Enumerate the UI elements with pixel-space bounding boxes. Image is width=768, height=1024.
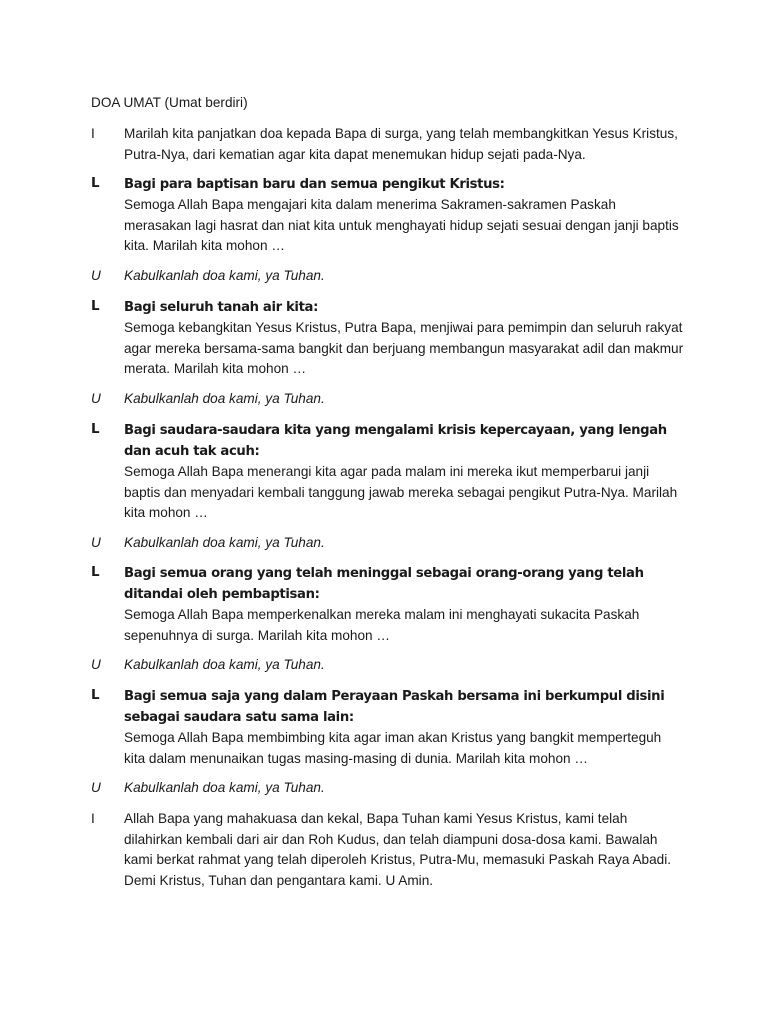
petition-text: Semoga Allah Bapa memperkenalkan mereka malam ini menghayati sukacita Paskah sepenuhnya di surga. Marilah kita mohon … [124, 607, 640, 643]
petition-heading: Bagi para baptisan baru dan semua pengikut Kristus: [124, 177, 505, 192]
entry-marker: I [91, 811, 95, 826]
petition-heading: Bagi semua orang yang telah meninggal sebagai orang-orang yang telah ditandai oleh pembaptisan: [124, 566, 644, 602]
response-text: Kabulkanlah doa kami, ya Tuhan. [124, 391, 325, 406]
petition-text: Semoga Allah Bapa membimbing kita agar iman akan Kristus yang bangkit memperteguh kita dalam menunaikan tugas masing-masing di dunia. Marilah kita mohon … [124, 730, 662, 766]
entry-marker: L [91, 565, 100, 580]
entry-marker: I [91, 126, 95, 141]
entry-marker: U [91, 657, 101, 672]
petition-text: Semoga Allah Bapa mengajari kita dalam menerima Sakramen-sakramen Paskah merasakan lagi hasrat dan niat kita untuk menghayati hidup sejati sesuai dengan janji baptis kita. Marilah kita mohon … [124, 197, 679, 253]
entry-marker: U [91, 268, 101, 283]
petition-text: Semoga kebangkitan Yesus Kristus, Putra Bapa, menjiwai para pemimpin dan seluruh rakyat agar mereka bersama-sama bangkit dan berjuang membangun masyarakat adil dan makmur merata. Marilah kita mohon … [124, 320, 684, 376]
entry-marker: L [91, 299, 100, 314]
entry-marker: U [91, 391, 101, 406]
entry-marker: U [91, 535, 101, 550]
entry-marker: L [91, 688, 100, 703]
petition-heading: Bagi semua saja yang dalam Perayaan Paskah bersama ini berkumpul disini sebagai saudara satu sama lain: [124, 689, 665, 725]
entry-marker: U [91, 780, 101, 795]
response-text: Kabulkanlah doa kami, ya Tuhan. [124, 535, 325, 550]
document-title: DOA UMAT (Umat berdiri) [91, 95, 248, 110]
response-text: Kabulkanlah doa kami, ya Tuhan. [124, 780, 325, 795]
response-text: Kabulkanlah doa kami, ya Tuhan. [124, 657, 325, 672]
entry-text: Marilah kita panjatkan doa kepada Bapa di surga, yang telah membangkitkan Yesus Kristus, Putra-Nya, dari kematian agar kita dapat menemukan hidup sejati pada-Nya. [124, 126, 678, 162]
petition-heading: Bagi saudara-saudara kita yang mengalami krisis kepercayaan, yang lengah dan acuh tak acuh: [124, 423, 667, 459]
entry-marker: L [91, 422, 100, 437]
petition-text: Semoga Allah Bapa menerangi kita agar pada malam ini mereka ikut memperbarui janji baptis dan menyadari kembali tanggung jawab mereka sebagai pengikut Putra-Nya. Marilah kita mohon … [124, 464, 678, 520]
response-text: Kabulkanlah doa kami, ya Tuhan. [124, 268, 325, 283]
petition-heading: Bagi seluruh tanah air kita: [124, 300, 319, 315]
entry-text: Allah Bapa yang mahakuasa dan kekal, Bapa Tuhan kami Yesus Kristus, kami telah dilahirkan kembali dari air dan Roh Kudus, dan telah diampuni dosa-dosa kami. Bawalah kami berkat rahmat yang telah diperoleh Kristus, Putra-Mu, memasuki Paskah Raya Abadi. Demi Kristus, Tuhan dan pengantara kami. U Amin. [124, 811, 672, 888]
entry-marker: L [91, 176, 100, 191]
